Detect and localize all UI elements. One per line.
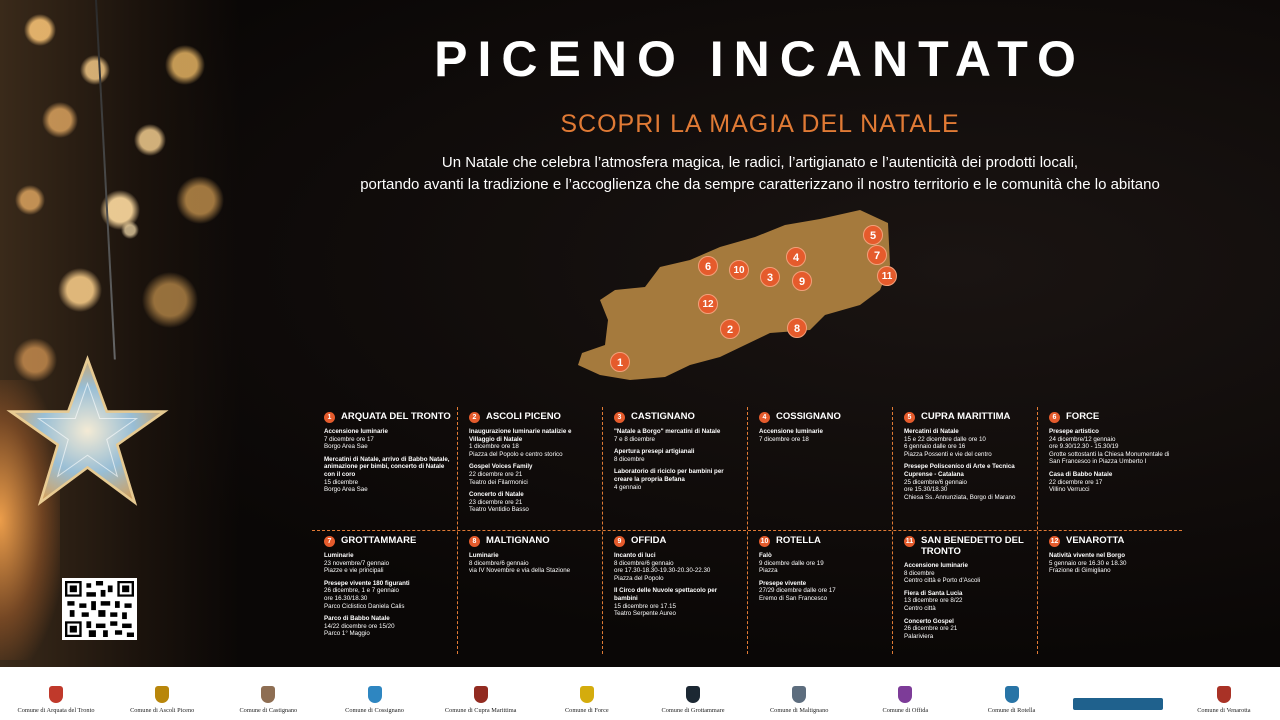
event-detail: 4 gennaio — [614, 483, 642, 491]
town-number-badge: 8 — [469, 536, 480, 547]
event-detail: 14/22 dicembre ore 15/20 — [324, 622, 395, 630]
map-marker-11[interactable]: 11 — [877, 266, 897, 286]
event-detail: 24 dicembre/12 gennaio — [1049, 435, 1116, 443]
coat-of-arms-icon — [792, 686, 806, 703]
town-name: CASTIGNANO — [631, 411, 695, 422]
event-item — [469, 552, 596, 575]
event-item — [469, 428, 596, 458]
map-marker-8[interactable]: 8 — [787, 318, 807, 338]
town-card — [312, 407, 457, 531]
event-detail: ore 9.30/12.30 - 15.30/19 — [1049, 443, 1119, 451]
municipality-name: Comune di Offida — [882, 707, 929, 714]
town-name: SAN BENEDETTO DEL TRONTO — [921, 535, 1024, 557]
event-detail: 1 dicembre ore 18 — [469, 443, 519, 451]
town-number-badge: 12 — [1050, 538, 1059, 545]
event-detail: 15 dicembre ore 17.15 — [614, 602, 676, 610]
town-card — [747, 407, 892, 531]
event-detail: Centro città — [904, 604, 936, 612]
event-detail: Piazza del Popolo e centro storico — [469, 450, 563, 458]
municipality-logo — [327, 686, 423, 714]
event-title: Natività vivente nel Borgo — [1049, 552, 1125, 559]
municipality-logo — [645, 686, 741, 714]
map-marker-6[interactable]: 6 — [698, 256, 718, 276]
municipality-logo — [114, 686, 210, 714]
event-title: Incanto di luci — [614, 552, 656, 559]
coat-of-arms-icon — [261, 686, 275, 703]
event-detail: ore 15.30/18.30 — [904, 486, 948, 494]
event-item — [1049, 552, 1176, 575]
town-header — [1049, 535, 1176, 547]
coat-of-arms-icon — [474, 686, 488, 703]
town-header — [759, 535, 886, 547]
event-title: Apertura presepi artigianali — [614, 448, 695, 456]
event-item — [904, 618, 1031, 641]
town-card — [602, 531, 747, 655]
event-title: Inaugurazione luminarie natalizie e Villaggio di Natale — [469, 428, 572, 443]
map-marker-10[interactable]: 10 — [729, 260, 749, 280]
map-marker-3[interactable]: 3 — [760, 267, 780, 287]
event-detail: 22 dicembre ore 17 — [1049, 478, 1103, 486]
town-card — [1037, 407, 1182, 531]
town-card — [1037, 531, 1182, 655]
event-title: Laboratorio di riciclo per bambini per creare la propria Befana — [614, 468, 724, 483]
event-title: Presepe Polisceníco di Arte e Tecnica Cuprense - Catalana — [904, 463, 1015, 478]
event-detail: Grotte sottostanti la Chiesa Monumentale di San Francesco in Piazza Umberto I — [1049, 450, 1170, 466]
municipality-logo — [433, 686, 529, 714]
event-detail: 23 dicembre ore 21 — [469, 498, 523, 506]
town-header — [759, 411, 886, 423]
event-detail: Piazza del Popolo — [614, 574, 664, 582]
event-title: Presepe vivente 180 figuranti — [324, 579, 410, 587]
event-title: Accensione luminarie — [904, 562, 968, 569]
municipality-name: Comune di Cupra Marittima — [444, 707, 517, 714]
description — [240, 152, 1280, 196]
event-detail: 5 gennaio ore 16.30 e 18.30 — [1049, 559, 1127, 567]
municipality-logo — [964, 686, 1060, 714]
municipality-name: Comune di Arquata del Tronto — [17, 707, 95, 714]
town-header — [324, 411, 451, 423]
coat-of-arms-icon — [49, 686, 63, 703]
town-number-badge: 5 — [904, 412, 915, 423]
event-detail: 13 dicembre ore 8/22 — [904, 597, 963, 605]
municipality-name: Comune di Force — [564, 707, 609, 714]
town-card — [602, 407, 747, 531]
event-title: Presepe vivente — [759, 579, 807, 587]
coat-of-arms-icon — [368, 686, 382, 703]
event-title: Concerto Gospel — [904, 617, 954, 625]
town-header — [904, 535, 1031, 557]
town-name: GROTTAMMARE — [341, 535, 417, 546]
event-detail: via IV Novembre e via della Stazione — [469, 567, 571, 575]
map-marker-7[interactable]: 7 — [867, 245, 887, 265]
event-item — [324, 580, 451, 610]
coat-of-arms-icon — [686, 686, 700, 703]
event-detail: Teatro Serpente Aureo — [614, 610, 676, 618]
town-name: ASCOLI PICENO — [486, 411, 561, 422]
event-item — [324, 456, 451, 494]
event-item — [904, 428, 1031, 458]
town-name: MALTIGNANO — [486, 535, 550, 546]
event-detail: Teatro Ventidio Basso — [469, 506, 529, 514]
event-title: Concerto di Natale — [469, 491, 524, 499]
event-detail: 8 dicembre/6 gennaio — [469, 559, 529, 567]
event-detail: 9 dicembre dalle ore 19 — [759, 559, 824, 567]
municipality-name: Comune di Cossignano — [345, 707, 404, 714]
town-name: OFFIDA — [631, 535, 667, 546]
event-detail: ore 17.30-18.30-19.30-20.30-22.30 — [614, 567, 711, 575]
event-detail: 7 e 8 dicembre — [614, 435, 655, 443]
event-item — [324, 552, 451, 575]
events-grid — [312, 407, 1182, 654]
municipality-logo — [1070, 698, 1166, 714]
town-name: FORCE — [1066, 411, 1100, 422]
page-title: PICENO INCANTATO — [434, 31, 1086, 87]
event-detail: 25 dicembre/6 gennaio — [904, 478, 967, 486]
map-marker-4[interactable]: 4 — [786, 247, 806, 267]
event-title: Presepe artistico — [1049, 428, 1099, 435]
town-header — [904, 411, 1031, 423]
map-marker-2[interactable]: 2 — [720, 319, 740, 339]
map-marker-9[interactable]: 9 — [792, 271, 812, 291]
town-card — [312, 531, 457, 655]
event-title: Parco di Babbo Natale — [324, 615, 390, 623]
event-detail: 22 dicembre ore 21 — [469, 470, 523, 478]
map-marker-12[interactable]: 12 — [698, 294, 718, 314]
event-detail: Piazza — [759, 567, 778, 575]
municipality-name: Comune di Castignano — [239, 707, 298, 714]
event-item — [904, 562, 1031, 585]
town-number-badge: 10 — [760, 538, 769, 545]
town-name: VENAROTTA — [1066, 535, 1125, 546]
event-detail: 15 e 22 dicembre dalle ore 10 — [904, 435, 986, 443]
event-item — [1049, 471, 1176, 494]
event-detail: Centro città e Porto d'Ascoli — [904, 577, 981, 585]
town-header — [614, 535, 741, 547]
town-number-badge: 11 — [905, 538, 914, 545]
town-number-badge: 4 — [759, 412, 770, 423]
town-header — [469, 535, 596, 547]
town-header — [1049, 411, 1176, 423]
event-item — [614, 468, 741, 491]
event-detail: ore 16.30/18.30 — [324, 594, 368, 602]
municipality-logo — [220, 686, 316, 714]
event-detail: 8 dicembre/6 gennaio — [614, 559, 674, 567]
town-name: COSSIGNANO — [776, 411, 841, 422]
description-line-2: portando avanti la tradizione e l’accoglienza che da sempre caratterizzano il nostro territorio e le comunità che lo abitano — [360, 176, 1160, 193]
event-detail: Teatro dei Filarmonici — [469, 478, 528, 486]
event-detail: Parco 1° Maggio — [324, 630, 370, 638]
event-title: Falò — [759, 552, 772, 559]
event-detail: 23 novembre/7 gennaio — [324, 559, 390, 567]
event-item — [759, 580, 886, 603]
municipality-logo — [8, 686, 104, 714]
town-header — [469, 411, 596, 423]
municipality-name: Comune di Rotella — [987, 707, 1036, 714]
municipality-logo — [751, 686, 847, 714]
map-marker-1[interactable]: 1 — [610, 352, 630, 372]
coat-of-arms-icon — [1005, 686, 1019, 703]
town-name: ROTELLA — [776, 535, 821, 546]
event-detail: Villino Verrucci — [1049, 486, 1090, 494]
event-detail: Borgo Area Sae — [324, 486, 368, 494]
event-item — [614, 448, 741, 463]
town-card — [892, 531, 1037, 655]
event-title: Casa di Babbo Natale — [1049, 470, 1113, 478]
town-number-badge: 3 — [614, 412, 625, 423]
coat-of-arms-icon — [1217, 686, 1231, 703]
event-detail: Piazze e vie principali — [324, 567, 384, 575]
event-title: Accensione luminarie — [324, 428, 388, 435]
event-detail: Palariviera — [904, 632, 934, 640]
event-item — [614, 428, 741, 443]
event-title: "Natale a Borgo" mercatini di Natale — [614, 428, 721, 435]
municipality-logo — [1176, 686, 1272, 714]
event-detail: Piazza Possenti e vie del centro — [904, 450, 992, 458]
page-subtitle: SCOPRI LA MAGIA DEL NATALE — [560, 110, 960, 138]
event-item — [324, 428, 451, 451]
event-title: Mercatini di Natale, arrivo di Babbo Natale, animazione per bimbi, concerto di Natale con il coro — [324, 455, 450, 478]
coat-of-arms-icon — [898, 686, 912, 703]
event-title: Gospel Voices Family — [469, 463, 533, 471]
event-item — [904, 590, 1031, 613]
event-item — [469, 491, 596, 514]
coat-of-arms-icon — [1073, 698, 1163, 710]
municipality-name: Comune di Ascoli Piceno — [130, 707, 195, 714]
star-ornament-icon — [0, 345, 175, 520]
town-number-badge: 1 — [324, 412, 335, 423]
event-item — [904, 463, 1031, 501]
town-number-badge: 7 — [324, 536, 335, 547]
event-item — [1049, 428, 1176, 466]
event-item — [614, 552, 741, 582]
municipality-logo — [539, 686, 635, 714]
event-detail: 27/29 dicembre dalle ore 17 — [759, 587, 836, 595]
municipality-logos-bar — [0, 667, 1280, 720]
event-detail: Parco Ciclistico Daniela Calis — [324, 602, 405, 610]
event-detail: 7 dicembre ore 18 — [759, 435, 809, 443]
event-detail: Eremo di San Francesco — [759, 594, 828, 602]
town-header — [614, 411, 741, 423]
event-detail: Frazione di Gimigliano — [1049, 567, 1111, 575]
event-title: Fiera di Santa Lucia — [904, 589, 963, 597]
event-item — [324, 615, 451, 638]
event-detail: 7 dicembre ore 17 — [324, 435, 374, 443]
event-detail: Chiesa Ss. Annunziata, Borgo di Marano — [904, 493, 1016, 501]
municipality-name: Comune di Grottammare — [661, 707, 725, 714]
description-line-1: Un Natale che celebra l’atmosfera magica, le radici, l’artigianato e l’autenticità dei prodotti locali, — [441, 154, 1079, 171]
municipality-name: Comune di Maltignano — [769, 707, 829, 714]
event-detail: 8 dicembre — [904, 569, 935, 577]
town-number-badge: 6 — [1049, 412, 1060, 423]
event-item — [759, 428, 886, 443]
event-item — [614, 587, 741, 617]
town-card — [747, 531, 892, 655]
municipality-name: Comune di Venarotta — [1197, 707, 1251, 714]
event-detail: 8 dicembre — [614, 455, 645, 463]
event-title: Mercatini di Natale — [904, 428, 959, 435]
event-detail: 26 dicembre ore 21 — [904, 625, 958, 633]
town-card — [892, 407, 1037, 531]
town-number-badge: 2 — [469, 412, 480, 423]
town-name: ARQUATA DEL TRONTO — [341, 411, 451, 422]
event-detail: 26 dicembre, 1 e 7 gennaio — [324, 587, 399, 595]
event-detail: Borgo Area Sae — [324, 443, 368, 451]
event-title: Il Circo delle Nuvole spettacolo per bambini — [614, 587, 718, 602]
coat-of-arms-icon — [580, 686, 594, 703]
piceno-map — [570, 205, 900, 380]
qr-code-icon[interactable] — [62, 578, 137, 640]
event-item — [759, 552, 886, 575]
event-detail: 6 gennaio dalle ore 16 — [904, 443, 966, 451]
town-card — [457, 531, 602, 655]
event-item — [469, 463, 596, 486]
town-name: CUPRA MARITTIMA — [921, 411, 1011, 422]
municipality-logo — [857, 686, 953, 714]
town-card — [457, 407, 602, 531]
event-title: Luminarie — [469, 552, 499, 559]
town-number-badge: 9 — [614, 536, 625, 547]
event-title: Luminarie — [324, 552, 354, 559]
event-detail: 15 dicembre — [324, 478, 359, 486]
town-header — [324, 535, 451, 547]
map-marker-5[interactable]: 5 — [863, 225, 883, 245]
coat-of-arms-icon — [155, 686, 169, 703]
event-title: Accensione luminarie — [759, 428, 823, 435]
